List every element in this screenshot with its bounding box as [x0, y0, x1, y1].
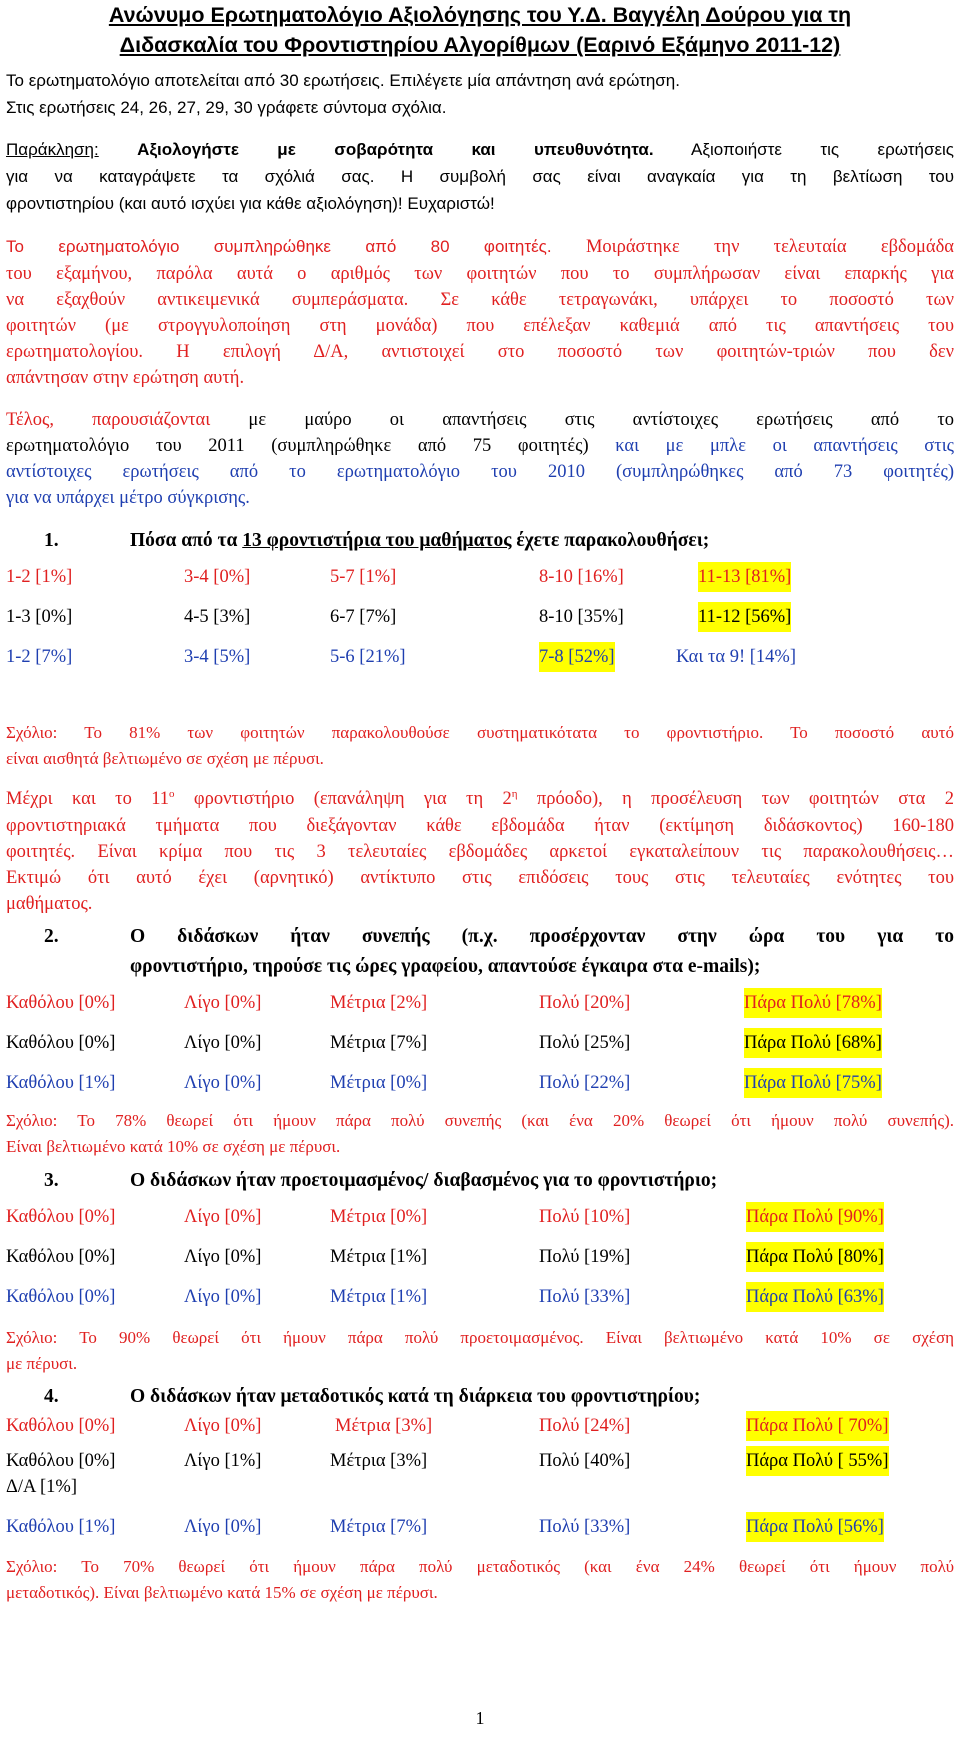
q4-comment-line-2: μεταδοτικός). Είναι βελτιωμένο κατά 15% σε σχέση με πέρυσι. [6, 1583, 438, 1602]
question-2-title-a: Ο διδάσκων ήταν συνεπής (π.χ. προσέρχονταν στην ώρα του για το [130, 926, 954, 947]
q3-2010-ans-4: Πολύ [33%] [539, 1287, 631, 1307]
intro-line-4: για να καταγράψετε τα σχόλιά σας. Η συμβολή σας είναι αναγκαία για τη βελτίωση του [6, 167, 954, 186]
q3-2011-ans-3: Μέτρια [1%] [330, 1247, 428, 1267]
q2-2010-ans-2: Λίγο [0%] [184, 1073, 262, 1093]
q1-2011-ans-1: 1-3 [0%] [6, 607, 73, 627]
q3-comment-line-2: με πέρυσι. [6, 1354, 78, 1373]
plea-line [6, 136, 954, 164]
q1-note-line-3: φοιτητές. Είναι κρίμα που τις 3 τελευταίες εβδομάδες αρκετοί εγκαταλείπουν τις παρακολουθήσεις… [6, 842, 954, 862]
q4-row-2012 [6, 1411, 954, 1441]
q3-2011-ans-1: Καθόλου [0%] [6, 1247, 116, 1267]
q2-2012-ans-5: Πάρα Πολύ [78%] [744, 988, 882, 1018]
q4-2012-ans-4: Πολύ [24%] [539, 1416, 631, 1436]
q2-2011-ans-2: Λίγο [0%] [184, 1033, 262, 1053]
q1-2011-ans-4: 8-10 [35%] [539, 607, 624, 627]
q3-2011-ans-5: Πάρα Πολύ [80%] [746, 1242, 884, 1272]
q1-2010-ans-1: 1-2 [7%] [6, 647, 73, 667]
finally-line-3: αντίστοιχες ερωτήσεις από το ερωτηματολόγιο του 2010 (συμπληρώθηκες από 73 φοιτητές) [6, 462, 954, 482]
q1-2012-ans-3: 5-7 [1%] [330, 567, 397, 587]
q1-comment-line-1: Σχόλιο: Το 81% των φοιτητών παρακολουθούσε συστηματικότατα το φροντιστήριο. Το ποσοστό αυτό [6, 723, 954, 742]
q2-2012-ans-3: Μέτρια [2%] [330, 993, 428, 1013]
plea-label: Παράκληση: [6, 140, 99, 159]
q1-note-line-1 [6, 785, 954, 813]
q4-2010-ans-3: Μέτρια [7%] [330, 1517, 428, 1537]
question-3-title-text: Ο διδάσκων ήταν προετοιμασμένος/ διαβασμένος για το φροντιστήριο; [130, 1170, 718, 1191]
intro-line-2: Στις ερωτήσεις 24, 26, 27, 29, 30 γράφετε σύντομα σχόλια. [6, 98, 447, 117]
q3-2010-ans-2: Λίγο [0%] [184, 1287, 262, 1307]
q4-2010-ans-1: Καθόλου [1%] [6, 1517, 116, 1537]
question-1-title-a: Πόσα από τα [130, 530, 238, 551]
q4-2011-ans-4: Πολύ [40%] [539, 1451, 631, 1471]
q3-2011-ans-2: Λίγο [0%] [184, 1247, 262, 1267]
finally-line-2a: ερωτηματολόγιο του 2011 (συμπληρώθηκε από 75 φοιτητές) [6, 436, 589, 456]
q2-2012-ans-2: Λίγο [0%] [184, 993, 262, 1013]
q1-2010-ans-4: 7-8 [52%] [539, 642, 615, 672]
q2-2012-ans-4: Πολύ [20%] [539, 993, 631, 1013]
info-line-1a: Το ερωτηματολόγιο συμπληρώθηκε από 80 φοιτητές. [6, 237, 552, 256]
q2-2010-ans-3: Μέτρια [0%] [330, 1073, 428, 1093]
finally-line-1b: με μαύρο οι απαντήσεις στις αντίστοιχες ερωτήσεις από το [248, 410, 954, 430]
q1-note-1b: φροντιστήριο (επανάληψη για τη 2 [174, 789, 512, 809]
q2-2012-ans-1: Καθόλου [0%] [6, 993, 116, 1013]
question-2-number: 2. [44, 926, 59, 947]
q4-2012-ans-5: Πάρα Πολύ [ 70%] [746, 1411, 889, 1441]
q4-2011-ans-1: Καθόλου [0%] [6, 1451, 116, 1471]
question-4-title-text: Ο διδάσκων ήταν μεταδοτικός κατά τη διάρκεια του φροντιστηρίου; [130, 1386, 701, 1407]
q1-note-line-5: μαθήματος. [6, 894, 93, 914]
q2-2010-ans-1: Καθόλου [1%] [6, 1073, 116, 1093]
info-line-3: να εξαχθούν αντικειμενικά συμπεράσματα. Σε κάθε τετραγωνάκι, υπάρχει το ποσοστό των [6, 290, 954, 310]
q2-2011-ans-5: Πάρα Πολύ [68%] [744, 1028, 882, 1058]
finally-line-1a: Τέλος, παρουσιάζονται [6, 410, 211, 430]
q1-2011-ans-5: 11-12 [56%] [698, 602, 791, 632]
q1-note-1-sup2: η [511, 787, 518, 800]
q1-2012-ans-1: 1-2 [1%] [6, 567, 73, 587]
q1-row-2010 [6, 642, 954, 672]
q1-2012-ans-5: 11-13 [81%] [698, 562, 791, 592]
q3-comment-line-1: Σχόλιο: Το 90% θεωρεί ότι ήμουν πάρα πολύ προετοιμασμένος. Είναι βελτιωμένο κατά 10% σε σχέση [6, 1328, 954, 1347]
q2-2011-ans-3: Μέτρια [7%] [330, 1033, 428, 1053]
q3-2012-ans-5: Πάρα Πολύ [90%] [746, 1202, 884, 1232]
q4-comment-line-1: Σχόλιο: Το 70% θεωρεί ότι ήμουν πάρα πολύ μεταδοτικός (και ένα 24% θεωρεί ότι ήμουν πολύ [6, 1557, 954, 1576]
q4-row-2011-na [6, 1472, 954, 1502]
question-4-number: 4. [44, 1386, 59, 1407]
q1-2011-ans-2: 4-5 [3%] [184, 607, 251, 627]
q2-2011-ans-1: Καθόλου [0%] [6, 1033, 116, 1053]
q3-2012-ans-2: Λίγο [0%] [184, 1207, 262, 1227]
q1-note-line-2: φροντιστηριακά τμήματα που διεξάγονταν κάθε εβδομάδα ήταν (εκτίμηση διδάσκοντος) 160-180 [6, 816, 954, 836]
q1-note-1c: πρόοδο), η προσέλευση των φοιτητών στα 2 [517, 789, 954, 809]
q4-2010-ans-2: Λίγο [0%] [184, 1517, 262, 1537]
q3-2012-ans-4: Πολύ [10%] [539, 1207, 631, 1227]
q4-2011-ans-2: Λίγο [1%] [184, 1451, 262, 1471]
finally-line-1 [6, 406, 954, 434]
question-1-title-b: έχετε παρακολουθήσει; [516, 530, 710, 551]
q2-comment-line-2: Είναι βελτιωμένο κατά 10% σε σχέση με πέρυσι. [6, 1137, 341, 1156]
finally-line-2b: και με μπλε οι απαντήσεις στις [615, 436, 955, 456]
q4-2012-ans-3: Μέτρια [3%] [335, 1416, 433, 1436]
plea-bold: Αξιολογήστε με σοβαρότητα και υπευθυνότητα. [137, 140, 654, 159]
q1-note-1a: Μέχρι και το 11 [6, 789, 170, 809]
q1-2010-ans-2: 3-4 [5%] [184, 647, 251, 667]
q4-2010-ans-5: Πάρα Πολύ [56%] [746, 1512, 884, 1542]
intro-line-1: Το ερωτηματολόγιο αποτελείται από 30 ερωτήσεις. Επιλέγετε μία απάντηση ανά ερώτηση. [6, 71, 680, 90]
info-line-1 [6, 233, 954, 261]
q2-2010-ans-5: Πάρα Πολύ [75%] [744, 1068, 882, 1098]
q2-row-2011 [6, 1028, 954, 1058]
q1-row-2011 [6, 602, 954, 632]
q2-row-2010 [6, 1068, 954, 1098]
question-2-title-b: φροντιστήριο, τηρούσε τις ώρες γραφείου, απαντούσε έγκαιρα στα e-mails); [130, 956, 761, 977]
q2-2011-ans-4: Πολύ [25%] [539, 1033, 631, 1053]
q4-2011-ans-5: Πάρα Πολύ [ 55%] [746, 1446, 889, 1476]
page-number: 1 [475, 1708, 485, 1728]
q1-comment-line-2: είναι αισθητά βελτιωμένο σε σχέση με πέρυσι. [6, 749, 324, 768]
finally-line-4: για να υπάρχει μέτρο σύγκρισης. [6, 488, 250, 508]
q2-comment-line-1: Σχόλιο: Το 78% θεωρεί ότι ήμουν πάρα πολύ συνεπής (και ένα 20% θεωρεί ότι ήμουν πολύ συνεπής). [6, 1111, 954, 1130]
q1-row-2012 [6, 562, 954, 592]
intro-line-5: φροντιστηρίου (και αυτό ισχύει για κάθε αξιολόγηση)! Ευχαριστώ! [6, 194, 495, 213]
q2-2010-ans-4: Πολύ [22%] [539, 1073, 631, 1093]
info-line-5: ερωτηματολογίου. Η επιλογή Δ/Α, αντιστοιχεί στο ποσοστό των φοιτητών-τριών που δεν [6, 342, 954, 362]
document-title-line-1: Ανώνυμο Ερωτηματολόγιο Αξιολόγησης του Υ.Δ. Βαγγέλη Δούρου για τη [108, 3, 852, 27]
q1-2012-ans-4: 8-10 [16%] [539, 567, 624, 587]
info-line-4: φοιτητών (με στρογγυλοποίηση στη μονάδα) που επέλεξαν καθεμιά από τις απαντήσεις του [6, 316, 954, 336]
q1-2010-ans-3: 5-6 [21%] [330, 647, 406, 667]
q3-2012-ans-3: Μέτρια [0%] [330, 1207, 428, 1227]
q1-2012-ans-2: 3-4 [0%] [184, 567, 251, 587]
q1-note-line-4: Εκτιμώ ότι αυτό έχει (αρνητικό) αντίκτυπο στις επιδόσεις τους στις τελευταίες ενότητες του [6, 868, 954, 888]
q4-2011-ans-3: Μέτρια [3%] [330, 1451, 428, 1471]
q1-2010-ans-5: Και τα 9! [14%] [676, 647, 796, 667]
q4-2012-ans-1: Καθόλου [0%] [6, 1416, 116, 1436]
question-3-number: 3. [44, 1170, 59, 1191]
q1-2011-ans-3: 6-7 [7%] [330, 607, 397, 627]
q3-2010-ans-1: Καθόλου [0%] [6, 1287, 116, 1307]
info-line-2: του εξαμήνου, παρόλα αυτά ο αριθμός των φοιτητών που το συμπλήρωσαν είναι επαρκής για [6, 264, 954, 284]
q4-2012-ans-2: Λίγο [0%] [184, 1416, 262, 1436]
q4-row-2010 [6, 1512, 954, 1542]
q3-2012-ans-1: Καθόλου [0%] [6, 1207, 116, 1227]
q3-row-2011 [6, 1242, 954, 1272]
finally-line-2 [6, 432, 954, 460]
plea-rest: Αξιοποιήστε τις ερωτήσεις [691, 140, 954, 159]
q3-2010-ans-3: Μέτρια [1%] [330, 1287, 428, 1307]
question-1-number: 1. [44, 530, 59, 551]
q3-2011-ans-4: Πολύ [19%] [539, 1247, 631, 1267]
q4-2011-no-answer: Δ/Α [1%] [6, 1477, 77, 1497]
question-1-title-underlined: 13 φροντιστήρια του μαθήματος [242, 530, 512, 551]
info-line-6: απάντησαν στην ερώτηση αυτή. [6, 368, 245, 388]
q2-row-2012 [6, 988, 954, 1018]
q3-2010-ans-5: Πάρα Πολύ [63%] [746, 1282, 884, 1312]
q3-row-2012 [6, 1202, 954, 1232]
info-line-1b: Μοιράστηκε την τελευταία εβδομάδα [585, 237, 954, 257]
q1-note-1-sup: ο [169, 787, 175, 800]
q3-row-2010 [6, 1282, 954, 1312]
q4-2010-ans-4: Πολύ [33%] [539, 1517, 631, 1537]
document-title-line-2: Διδασκαλία του Φροντιστηρίου Αλγορίθμων (Εαρινό Εξάμηνο 2011-12) [119, 33, 841, 57]
